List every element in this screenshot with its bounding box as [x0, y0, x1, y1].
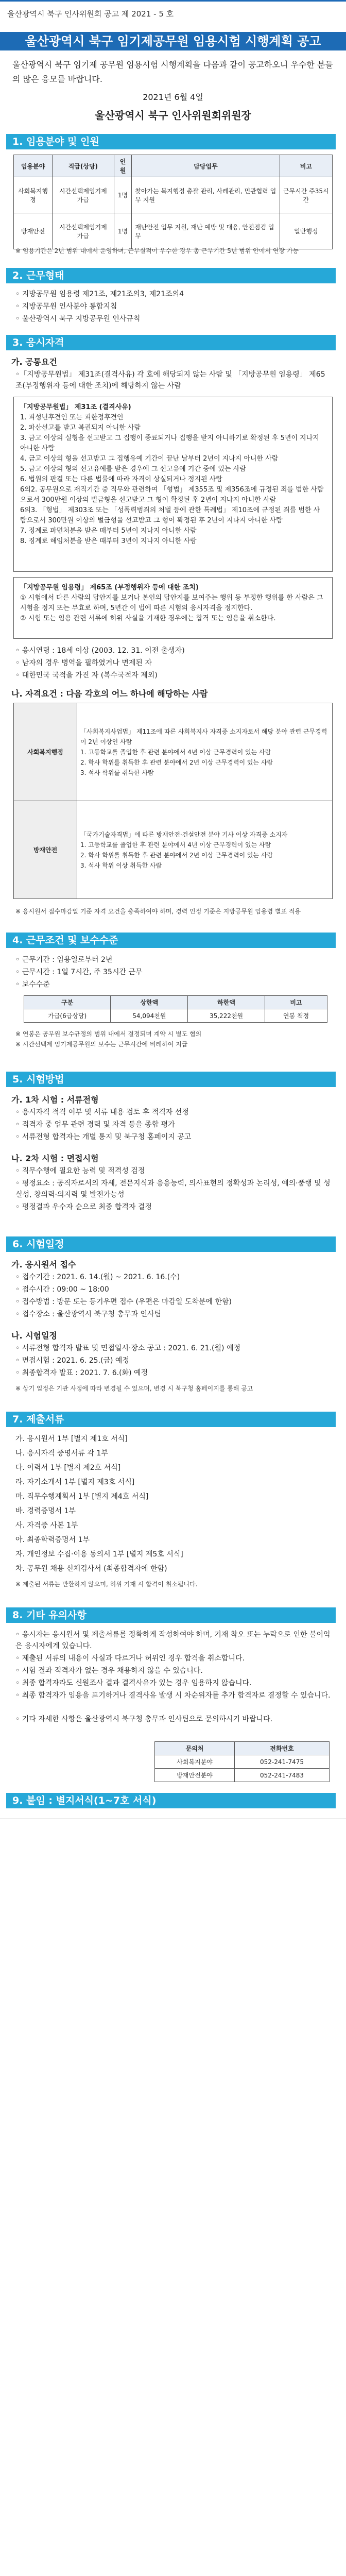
s6-line: ◦ 접수방법 : 방문 또는 등기우편 접수 (우편은 마감일 도착분에 한함) — [15, 1298, 232, 1306]
s4-note: ※ 연봉은 공무원 보수규정의 범위 내에서 결정되며 계약 시 별도 협의 — [15, 1030, 202, 1038]
s3-bullet-a: ◦ 응시연령 : 18세 이상 (2003. 12. 31. 이전 출생자) — [15, 647, 185, 655]
s5-sub2: 나. 2차 시험 : 면접시험 — [11, 1154, 99, 1163]
cell: 052-241-7475 — [234, 1755, 329, 1769]
s4-item: ◦ 근무시간 : 1일 7시간, 주 35시간 근무 — [15, 968, 143, 976]
box2-line: ② 시험 또는 임용 관련 서류에 허위 사실을 기재한 경우에는 합격 또는 임용을 취소한다. — [20, 615, 276, 622]
s3-text1: ◦「지방공무원법」 제31조(결격사유) 각 호에 해당되지 않는 사람 및 「지방공무원 임용령」 제65조(부정행위자 등에 대한 조치)에 해당하지 않는 사람 — [15, 370, 325, 390]
table-qualification — [13, 703, 333, 899]
box-line: 3. 금고 이상의 실형을 선고받고 그 집행이 종료되거나 집행을 받지 아니하기로 확정된 후 5년이 지나지 아니한 사람 — [20, 434, 319, 452]
s7-note: ※ 제출된 서류는 반환하지 않으며, 허위 기재 시 합격이 취소됩니다. — [15, 1581, 198, 1588]
th-field: 임용분야 — [14, 155, 53, 177]
qualification-note: ※ 응시원서 접수마감일 기준 자격 요건을 충족하여야 하며, 경력 인정 기준은 지방공무원 임용령 별표 적용 — [15, 908, 301, 915]
section-9-title: 9. 붙임 : 별지서식(1~7호 서식) — [6, 1793, 336, 1808]
s8-line: ◦ 최종 합격자가 임용을 포기하거나 결격사유 발생 시 차순위자를 추가 합격자로 결정할 수 있습니다. — [15, 1691, 331, 1700]
box-line: 4. 금고 이상의 형을 선고받고 그 집행유예 기간이 끝난 날부터 2년이 지나지 아니한 사람 — [20, 455, 279, 463]
s5-line: ◦ 서류전형 합격자는 개별 통지 및 북구청 홈페이지 공고 — [15, 1133, 192, 1141]
s5-line: ◦ 평정요소 : 공직자로서의 자세, 전문지식과 응용능력, 의사표현의 정확성과 논리성, 예의·품행 및 성실성, 창의력·의지력 및 발전가능성 — [15, 1179, 331, 1199]
box-line: 8. 징계로 해임처분을 받은 때부터 3년이 지나지 아니한 사람 — [20, 537, 197, 545]
th-grade: 직급(상당) — [53, 155, 114, 177]
cell: 시간선택제임기제 가급 — [53, 177, 114, 213]
s7-item: 가. 응시원서 1부 [별지 제1호 서식] — [15, 1435, 128, 1443]
section-7-title: 7. 제출서류 — [6, 1412, 336, 1427]
s7-item: 나. 응시자격 증명서류 각 1부 — [15, 1449, 108, 1458]
cell: 54,094천원 — [111, 1009, 188, 1023]
s5-line: ◦ 응시자격 적격 여부 및 서류 내용 검토 후 적격자 선정 — [15, 1108, 189, 1116]
s7-item: 아. 최종학력증명서 1부 — [15, 1536, 90, 1544]
cell: 시간선택제임기제 가급 — [53, 213, 114, 249]
s4-note: ※ 시간선택제 임기제공무원의 보수는 근무시간에 비례하여 지급 — [15, 1041, 188, 1048]
cell: 근무시간 주35시간 — [280, 177, 332, 213]
section-5-title: 5. 시험방법 — [6, 1072, 336, 1087]
section-3-title: 3. 응시자격 — [6, 335, 336, 350]
box-line: 6. 법원의 판결 또는 다른 법률에 따라 자격이 상실되거나 정지된 사람 — [20, 476, 222, 483]
cell: 「국가기술자격법」에 따른 방재안전·건설안전 분야 기사 이상 자격증 소지자 1. 고등학교를 졸업한 후 관련 분야에서 4년 이상 근무경력이 있는 사람 2. 학사 학위를 취득한 후 관련 분야에서 2년 이상 근무경력이 있는 사람 3. 석사 학위 이상 취득한 사람 — [77, 801, 333, 899]
table-pay — [24, 995, 327, 1023]
th: 비고 — [265, 996, 327, 1009]
s6-sub2: 나. 시험일정 — [11, 1331, 57, 1341]
cell: 연봉 책정 — [265, 1009, 327, 1023]
top-line — [0, 0, 346, 2]
s3-bullet-b: ◦ 남자의 경우 병역을 필하였거나 면제된 자 — [15, 659, 152, 667]
box-line: 7. 징계로 파면처분을 받은 때부터 5년이 지나지 아니한 사람 — [20, 527, 197, 535]
s5-line: ◦ 직무수행에 필요한 능력 및 적격성 검정 — [15, 1167, 145, 1175]
s6-line: ◦ 면접시험 : 2021. 6. 25.(금) 예정 — [15, 1357, 129, 1365]
cell: 재난안전 업무 지원, 재난 예방 및 대응, 안전점검 업무 — [132, 213, 280, 249]
th-duty: 담당업무 — [132, 155, 280, 177]
s6-sub1: 가. 응시원서 접수 — [11, 1260, 76, 1269]
s3-bullet-c: ◦ 대한민국 국적을 가진 자 (복수국적자 제외) — [15, 671, 158, 680]
s3-sub1: 가. 공통요건 — [11, 357, 57, 367]
box-line: 1. 피성년후견인 또는 피한정후견인 — [20, 414, 124, 421]
disqualification-box — [13, 397, 333, 572]
section-4-title: 4. 근무조건 및 보수수준 — [6, 933, 336, 948]
th: 하한액 — [188, 996, 265, 1009]
section-8-title: 8. 기타 유의사항 — [6, 1607, 336, 1623]
cell: 가급(6급상당) — [24, 1009, 111, 1023]
s8-line: ◦ 기타 자세한 사항은 울산광역시 북구청 총무과 인사팀으로 문의하시기 바랍니다. — [15, 1715, 273, 1723]
s2-item: ◦ 지방공무원 임용령 제21조, 제21조의3, 제21조의4 — [15, 290, 184, 298]
cell: 35,222천원 — [188, 1009, 265, 1023]
s7-item: 라. 자기소개서 1부 [별지 제3호 서식] — [15, 1478, 135, 1486]
cell: 사회복지분야 — [155, 1755, 235, 1769]
table1-note: ※ 임용기간은 2년 범위 내에서 운영하며, 근무실적이 우수한 경우 총 근무기간 5년 범위 안에서 연장 가능 — [15, 247, 299, 255]
notice-date: 2021년 6월 4일 — [143, 92, 203, 102]
s4-item: ◦ 근무기간 : 임용일로부터 2년 — [15, 956, 113, 964]
cell: 「사회복지사업법」 제11조에 따른 사회복지사 자격증 소지자로서 해당 분야 관련 근무경력이 2년 이상인 사람 1. 고등학교를 졸업한 후 관련 분야에서 4년 이상 근무경력이 있는 사람 2. 학사 학위를 취득한 후 관련 분야에서 2년 이상 근무경력이 있는 사람 3. 석사 학위를 취득한 사람 — [77, 703, 333, 801]
th: 상한액 — [111, 996, 188, 1009]
th: 문의처 — [155, 1742, 235, 1755]
s5-line: ◦ 적격자 중 업무 관련 경력 및 자격 등을 종합 평가 — [15, 1121, 175, 1129]
section-1-title: 1. 임용분야 및 인원 — [6, 134, 336, 149]
s6-line: ◦ 접수기간 : 2021. 6. 14.(월) ~ 2021. 6. 16.(수) — [15, 1273, 180, 1281]
cell: 1명 — [114, 213, 132, 249]
s5-sub1: 가. 1차 시험 : 서류전형 — [11, 1095, 99, 1105]
s4-item: ◦ 보수수준 — [15, 980, 50, 989]
s6-line: ◦ 접수시간 : 09:00 ~ 18:00 — [15, 1285, 109, 1294]
s7-item: 사. 자격증 사본 1부 — [15, 1521, 78, 1530]
th: 구분 — [24, 996, 111, 1009]
box2-line: ① 시험에서 다른 사람의 답안지를 보거나 본인의 답안지를 보여주는 행위 등 부정한 행위를 한 사람은 그 시험을 정지 또는 무효로 하며, 5년간 이 법에 따른 시험의 응시자격을 정지한다. — [20, 594, 323, 612]
table-contact — [154, 1741, 330, 1782]
s5-line: ◦ 평정결과 우수자 순으로 최종 합격자 결정 — [15, 1203, 152, 1211]
signer: 울산광역시 북구 인사위원회위원장 — [95, 109, 251, 122]
s6-note: ※ 상기 일정은 기관 사정에 따라 변경될 수 있으며, 변경 시 북구청 홈페이지를 통해 공고 — [15, 1385, 253, 1392]
box-line: 2. 파산선고를 받고 복권되지 아니한 사람 — [20, 424, 141, 432]
s7-item: 차. 공무원 채용 신체검사서 (최종합격자에 한함) — [15, 1565, 167, 1573]
s7-item: 마. 직무수행계획서 1부 [별지 제4호 서식] — [15, 1493, 149, 1501]
s3-sub2: 나. 자격요건 : 다음 각호의 어느 하나에 해당하는 사람 — [11, 689, 208, 699]
th: 전화번호 — [234, 1742, 329, 1755]
intro-text: 울산광역시 북구 임기제 공무원 임용시험 시행계획을 다음과 같이 공고하오니 우수한 분들의 많은 응모를 바랍니다. — [12, 60, 333, 84]
th-note: 비고 — [280, 155, 332, 177]
s8-line: ◦ 시험 결과 적격자가 없는 경우 채용하지 않을 수 있습니다. — [15, 1667, 203, 1675]
s7-item: 바. 경력증명서 1부 — [15, 1507, 76, 1515]
cell: 찾아가는 복지행정 총괄 관리, 사례관리, 민관협력 업무 지원 — [132, 177, 280, 213]
s8-line: ◦ 최종 합격자라도 신원조사 결과 결격사유가 있는 경우 임용하지 않습니다. — [15, 1679, 252, 1687]
s6-line: ◦ 최종합격자 발표 : 2021. 7. 6.(화) 예정 — [15, 1369, 148, 1377]
s6-line: ◦ 서류전형 합격자 발표 및 면접일시·장소 공고 : 2021. 6. 21.(월) 예정 — [15, 1344, 241, 1352]
section-6-title: 6. 시험일정 — [6, 1236, 336, 1252]
box2-title: 「지방공무원 임용령」 제65조 (부정행위자 등에 대한 조치) — [20, 584, 199, 591]
cell: 방재안전분야 — [155, 1769, 235, 1782]
notice-number: 울산광역시 북구 인사위원회 공고 제 2021 - 5 호 — [7, 9, 174, 19]
table-positions — [13, 155, 333, 249]
box-line: 6의2. 공무원으로 재직기간 중 직무와 관련하여 「형법」 제355조 및 제356조에 규정된 죄를 범한 사람으로서 300만원 이상의 벌금형을 선고받고 그 형이 확정된 후 2년이 지나지 아니한 사람 — [20, 486, 324, 504]
s8-line: ◦ 응시자는 응시원서 및 제출서류를 정확하게 작성하여야 하며, 기재 착오 또는 누락으로 인한 불이익은 응시자에게 있습니다. — [15, 1631, 331, 1650]
s2-item: ◦ 울산광역시 북구 지방공무원 인사규칙 — [15, 315, 141, 323]
box-line: 6의3. 「형법」 제303조 또는 「성폭력범죄의 처벌 등에 관한 특례법」 제10조에 규정된 죄를 범한 사람으로서 300만원 이상의 벌금형을 선고받고 그 형이 확정된 후 2년이 지나지 아니한 사람 — [20, 506, 320, 524]
box-line: 5. 금고 이상의 형의 선고유예를 받은 경우에 그 선고유예 기간 중에 있는 사람 — [20, 465, 246, 473]
section-2-title: 2. 근무형태 — [6, 268, 336, 283]
cell: 방재안전 — [14, 213, 53, 249]
cell: 일반행정 — [280, 213, 332, 249]
th-count: 인원 — [114, 155, 132, 177]
cell: 052-241-7483 — [234, 1769, 329, 1782]
cell: 1명 — [114, 177, 132, 213]
s8-line: ◦ 제출된 서류의 내용이 사실과 다르거나 허위인 경우 합격을 취소합니다. — [15, 1654, 245, 1663]
cell: 사회복지행정 — [14, 703, 77, 801]
cell: 방재안전 — [14, 801, 77, 899]
s7-item: 다. 이력서 1부 [별지 제2호 서식] — [15, 1464, 121, 1472]
misconduct-box — [13, 577, 333, 639]
s7-item: 자. 개인정보 수집·이용 동의서 1부 [별지 제5호 서식] — [15, 1550, 183, 1558]
s6-line: ◦ 접수장소 : 울산광역시 북구청 총무과 인사팀 — [15, 1310, 162, 1318]
cell: 사회복지행정 — [14, 177, 53, 213]
s2-item: ◦ 지방공무원 인사분야 통합지침 — [15, 302, 117, 311]
page-title: 울산광역시 북구 임기제공무원 임용시험 시행계획 공고 — [0, 32, 346, 50]
box-title: 「지방공무원법」 제31조 (결격사유) — [20, 403, 131, 411]
